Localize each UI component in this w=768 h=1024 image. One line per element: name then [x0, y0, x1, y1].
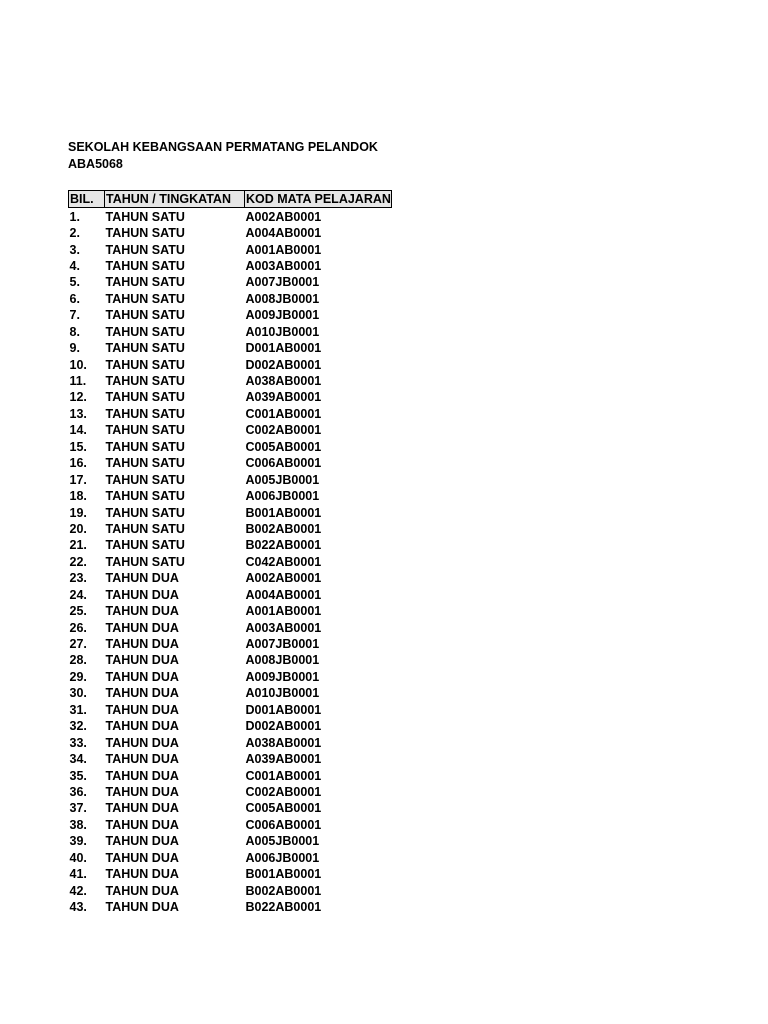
cell-bil: 33.	[69, 735, 87, 750]
cell-tahun-tingkatan: TAHUN DUA	[105, 669, 179, 684]
cell-bil: 1.	[69, 209, 80, 224]
table-row	[69, 406, 392, 422]
cell-tahun-tingkatan: TAHUN SATU	[105, 357, 185, 372]
cell-kod-mata-pelajaran: A039AB0001	[245, 390, 322, 405]
cell-kod-mata-pelajaran: A038AB0001	[245, 374, 322, 389]
cell-kod-mata-pelajaran: C001AB0001	[245, 406, 322, 421]
table-body	[69, 208, 392, 915]
table-row	[69, 340, 392, 356]
table-row	[69, 619, 392, 635]
table-row	[69, 422, 392, 438]
cell-kod-mata-pelajaran: A005JB0001	[245, 834, 320, 849]
cell-bil: 41.	[69, 867, 87, 882]
table-row	[69, 718, 392, 734]
table-row	[69, 225, 392, 241]
school-name: SEKOLAH KEBANGSAAN PERMATANG PELANDOK	[68, 140, 378, 154]
cell-kod-mata-pelajaran: A004AB0001	[245, 587, 322, 602]
cell-tahun-tingkatan: TAHUN DUA	[105, 719, 179, 734]
cell-kod-mata-pelajaran: C002AB0001	[245, 423, 322, 438]
cell-bil: 38.	[69, 817, 87, 832]
cell-bil: 26.	[69, 620, 87, 635]
cell-tahun-tingkatan: TAHUN SATU	[105, 521, 185, 536]
cell-bil: 12.	[69, 390, 87, 405]
cell-tahun-tingkatan: TAHUN SATU	[105, 423, 185, 438]
cell-tahun-tingkatan: TAHUN SATU	[105, 308, 185, 323]
cell-kod-mata-pelajaran: A007JB0001	[245, 637, 320, 652]
cell-kod-mata-pelajaran: D002AB0001	[245, 719, 322, 734]
cell-kod-mata-pelajaran: C005AB0001	[245, 801, 322, 816]
cell-kod-mata-pelajaran: A008JB0001	[245, 291, 320, 306]
cell-tahun-tingkatan: TAHUN SATU	[105, 439, 185, 454]
table-row	[69, 570, 392, 586]
cell-tahun-tingkatan: TAHUN SATU	[105, 275, 185, 290]
cell-tahun-tingkatan: TAHUN DUA	[105, 850, 179, 865]
table-row	[69, 471, 392, 487]
cell-kod-mata-pelajaran: A010JB0001	[245, 324, 320, 339]
cell-kod-mata-pelajaran: D001AB0001	[245, 341, 322, 356]
cell-bil: 17.	[69, 472, 87, 487]
cell-bil: 21.	[69, 538, 87, 553]
table-row	[69, 866, 392, 882]
cell-tahun-tingkatan: TAHUN DUA	[105, 735, 179, 750]
table-row	[69, 241, 392, 257]
cell-bil: 15.	[69, 439, 87, 454]
cell-bil: 34.	[69, 752, 87, 767]
cell-kod-mata-pelajaran: C001AB0001	[245, 768, 322, 783]
cell-bil: 22.	[69, 554, 87, 569]
cell-bil: 40.	[69, 850, 87, 865]
cell-tahun-tingkatan: TAHUN SATU	[105, 324, 185, 339]
document-page	[68, 139, 708, 915]
cell-kod-mata-pelajaran: B022AB0001	[245, 538, 322, 553]
table-row	[69, 455, 392, 471]
cell-tahun-tingkatan: TAHUN DUA	[105, 768, 179, 783]
cell-kod-mata-pelajaran: B001AB0001	[245, 867, 322, 882]
cell-tahun-tingkatan: TAHUN SATU	[105, 341, 185, 356]
cell-bil: 42.	[69, 883, 87, 898]
cell-kod-mata-pelajaran: D002AB0001	[245, 357, 322, 372]
table-row	[69, 324, 392, 340]
table-row	[69, 258, 392, 274]
cell-bil: 9.	[69, 341, 80, 356]
cell-tahun-tingkatan: TAHUN DUA	[105, 620, 179, 635]
cell-tahun-tingkatan: TAHUN DUA	[105, 784, 179, 799]
cell-bil: 25.	[69, 604, 87, 619]
cell-bil: 14.	[69, 423, 87, 438]
cell-bil: 16.	[69, 456, 87, 471]
table-row	[69, 537, 392, 553]
table-row	[69, 504, 392, 520]
table-row	[69, 899, 392, 915]
table-row	[69, 882, 392, 898]
table-row	[69, 356, 392, 372]
cell-kod-mata-pelajaran: C006AB0001	[245, 817, 322, 832]
table-row	[69, 800, 392, 816]
cell-bil: 24.	[69, 587, 87, 602]
subject-code-table	[68, 190, 392, 915]
table-header-row	[69, 191, 392, 208]
cell-kod-mata-pelajaran: A003AB0001	[245, 258, 322, 273]
cell-tahun-tingkatan: TAHUN SATU	[105, 226, 185, 241]
cell-tahun-tingkatan: TAHUN SATU	[105, 472, 185, 487]
cell-tahun-tingkatan: TAHUN SATU	[105, 489, 185, 504]
table-row	[69, 389, 392, 405]
table-row	[69, 587, 392, 603]
cell-kod-mata-pelajaran: A006JB0001	[245, 489, 320, 504]
table-row	[69, 554, 392, 570]
cell-tahun-tingkatan: TAHUN SATU	[105, 390, 185, 405]
cell-kod-mata-pelajaran: C006AB0001	[245, 456, 322, 471]
table-row	[69, 208, 392, 225]
cell-bil: 30.	[69, 686, 87, 701]
cell-tahun-tingkatan: TAHUN SATU	[105, 242, 185, 257]
table-row	[69, 850, 392, 866]
cell-tahun-tingkatan: TAHUN SATU	[105, 374, 185, 389]
cell-tahun-tingkatan: TAHUN SATU	[105, 258, 185, 273]
cell-bil: 31.	[69, 702, 87, 717]
cell-kod-mata-pelajaran: B002AB0001	[245, 883, 322, 898]
cell-bil: 18.	[69, 489, 87, 504]
cell-bil: 13.	[69, 406, 87, 421]
cell-bil: 23.	[69, 571, 87, 586]
cell-tahun-tingkatan: TAHUN SATU	[105, 554, 185, 569]
cell-tahun-tingkatan: TAHUN SATU	[105, 456, 185, 471]
cell-bil: 35.	[69, 768, 87, 783]
table-row	[69, 439, 392, 455]
cell-tahun-tingkatan: TAHUN DUA	[105, 604, 179, 619]
cell-tahun-tingkatan: TAHUN DUA	[105, 653, 179, 668]
cell-tahun-tingkatan: TAHUN SATU	[105, 505, 185, 520]
cell-bil: 6.	[69, 291, 80, 306]
cell-kod-mata-pelajaran: A005JB0001	[245, 472, 320, 487]
table-row	[69, 767, 392, 783]
table-row	[69, 373, 392, 389]
cell-bil: 5.	[69, 275, 80, 290]
table-row	[69, 636, 392, 652]
cell-tahun-tingkatan: TAHUN DUA	[105, 587, 179, 602]
table-row	[69, 274, 392, 290]
table-row	[69, 685, 392, 701]
cell-bil: 28.	[69, 653, 87, 668]
cell-bil: 8.	[69, 324, 80, 339]
cell-bil: 29.	[69, 669, 87, 684]
cell-bil: 10.	[69, 357, 87, 372]
cell-kod-mata-pelajaran: B022AB0001	[245, 900, 322, 915]
header-kod-mata-pelajaran: KOD MATA PELAJARAN	[246, 192, 391, 207]
cell-kod-mata-pelajaran: C002AB0001	[245, 784, 322, 799]
cell-tahun-tingkatan: TAHUN DUA	[105, 637, 179, 652]
cell-tahun-tingkatan: TAHUN DUA	[105, 752, 179, 767]
cell-kod-mata-pelajaran: A008JB0001	[245, 653, 320, 668]
cell-kod-mata-pelajaran: A001AB0001	[245, 604, 322, 619]
table-row	[69, 817, 392, 833]
cell-kod-mata-pelajaran: B002AB0001	[245, 521, 322, 536]
cell-kod-mata-pelajaran: A001AB0001	[245, 242, 322, 257]
cell-bil: 43.	[69, 900, 87, 915]
cell-kod-mata-pelajaran: A010JB0001	[245, 686, 320, 701]
cell-tahun-tingkatan: TAHUN DUA	[105, 883, 179, 898]
table-row	[69, 702, 392, 718]
table-row	[69, 669, 392, 685]
cell-kod-mata-pelajaran: A003AB0001	[245, 620, 322, 635]
cell-bil: 20.	[69, 521, 87, 536]
cell-kod-mata-pelajaran: A038AB0001	[245, 735, 322, 750]
cell-kod-mata-pelajaran: C042AB0001	[245, 554, 322, 569]
table-row	[69, 652, 392, 668]
cell-kod-mata-pelajaran: A009JB0001	[245, 669, 320, 684]
cell-bil: 7.	[69, 308, 80, 323]
cell-kod-mata-pelajaran: A002AB0001	[245, 571, 322, 586]
header-bil: BIL.	[69, 191, 105, 208]
cell-bil: 4.	[69, 258, 80, 273]
table-row	[69, 734, 392, 750]
cell-bil: 37.	[69, 801, 87, 816]
table-row	[69, 603, 392, 619]
spacer	[68, 173, 708, 190]
table-row	[69, 291, 392, 307]
cell-bil: 19.	[69, 505, 87, 520]
cell-bil: 27.	[69, 637, 87, 652]
cell-tahun-tingkatan: TAHUN SATU	[105, 538, 185, 553]
cell-tahun-tingkatan: TAHUN SATU	[105, 209, 185, 224]
table-row	[69, 307, 392, 323]
cell-kod-mata-pelajaran: A039AB0001	[245, 752, 322, 767]
cell-bil: 39.	[69, 834, 87, 849]
cell-tahun-tingkatan: TAHUN SATU	[105, 291, 185, 306]
cell-kod-mata-pelajaran: A009JB0001	[245, 308, 320, 323]
cell-bil: 36.	[69, 784, 87, 799]
cell-kod-mata-pelajaran: A007JB0001	[245, 275, 320, 290]
cell-tahun-tingkatan: TAHUN DUA	[105, 702, 179, 717]
cell-kod-mata-pelajaran: D001AB0001	[245, 702, 322, 717]
cell-kod-mata-pelajaran: C005AB0001	[245, 439, 322, 454]
cell-bil: 32.	[69, 719, 87, 734]
school-code: ABA5068	[68, 157, 123, 171]
table-row	[69, 784, 392, 800]
cell-kod-mata-pelajaran: A006JB0001	[245, 850, 320, 865]
cell-tahun-tingkatan: TAHUN DUA	[105, 900, 179, 915]
cell-tahun-tingkatan: TAHUN SATU	[105, 406, 185, 421]
cell-tahun-tingkatan: TAHUN DUA	[105, 834, 179, 849]
cell-bil: 11.	[69, 374, 87, 389]
cell-kod-mata-pelajaran: A002AB0001	[245, 209, 322, 224]
table-row	[69, 751, 392, 767]
header-tahun-tingkatan: TAHUN / TINGKATAN	[105, 191, 245, 208]
table-row	[69, 521, 392, 537]
cell-tahun-tingkatan: TAHUN DUA	[105, 571, 179, 586]
cell-tahun-tingkatan: TAHUN DUA	[105, 801, 179, 816]
table-row	[69, 488, 392, 504]
cell-tahun-tingkatan: TAHUN DUA	[105, 867, 179, 882]
cell-tahun-tingkatan: TAHUN DUA	[105, 817, 179, 832]
cell-bil: 3.	[69, 242, 80, 257]
cell-kod-mata-pelajaran: A004AB0001	[245, 226, 322, 241]
cell-kod-mata-pelajaran: B001AB0001	[245, 505, 322, 520]
table-row	[69, 833, 392, 849]
cell-bil: 2.	[69, 226, 80, 241]
cell-tahun-tingkatan: TAHUN DUA	[105, 686, 179, 701]
